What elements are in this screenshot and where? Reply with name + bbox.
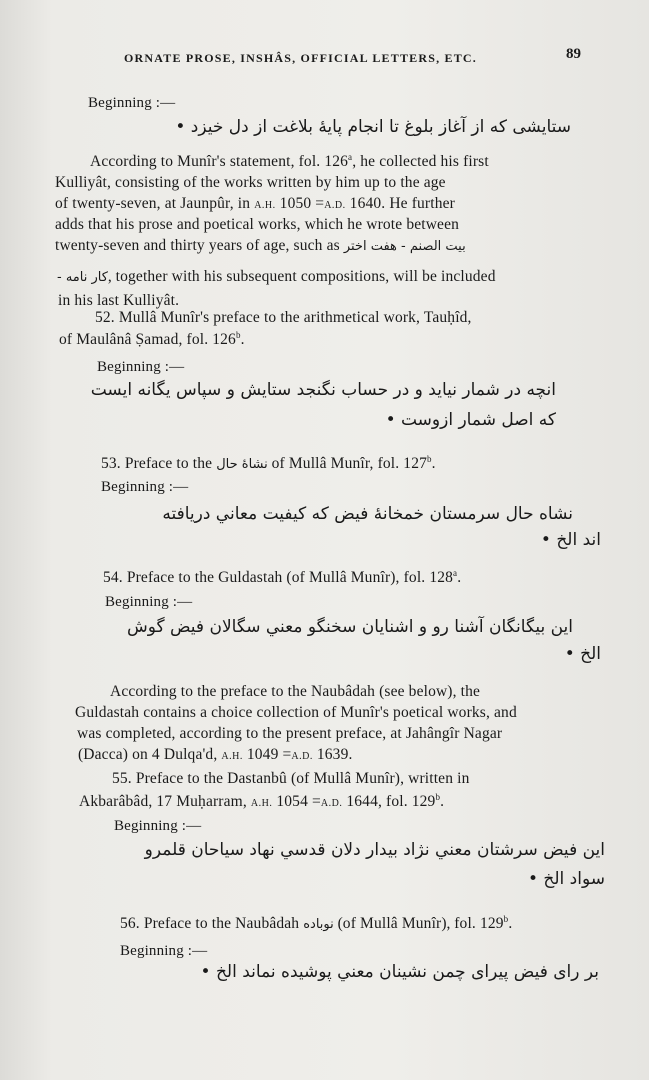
paragraph-line: of twenty-seven, at Jaunpûr, in A.H. 1050 =A.D. 1640. He further [55,195,455,212]
beginning-label: Beginning :— [97,359,185,375]
paragraph-line: in his last Kulliyât. [58,292,180,309]
beginning-label: Beginning :— [114,818,202,834]
beginning-label: Beginning :— [101,479,189,495]
paragraph-line: was completed, according to the present preface, at Jahângîr Nagar [77,725,503,742]
persian-incipit-55: این فیض سرشتان معني نژاد بیدار دلان قدسي نهاد سیاحان قلمرو [144,840,605,860]
paragraph-line: (Dacca) on 4 Dulqa'd, A.H. 1049 =A.D. 1639. [78,746,353,763]
paragraph-line: Guldastah contains a choice collection of Munîr's poetical works, and [75,704,517,721]
persian-incipit-1: ستایشی که از آغاز بلوغ تا انجام پایهٔ بلاغت از دل خیزد • [175,117,571,137]
entry-56: 56. Preface to the Naubâdah نوباده (of Mullâ Munîr), fol. 129$^b$. [120,913,513,932]
entry-52: 52. Mullâ Munîr's preface to the arithmetical work, Tauḥîd, [95,309,472,326]
persian-incipit-55: سواد الخ • [527,869,605,889]
persian-incipit-54: این بیگانگان آشنا رو و اشنایان سخنگو معني سگالان فیض گوش [126,617,573,637]
paragraph-line: twenty-seven and thirty years of age, such as بیت الصنم - هفت اختر [55,237,466,254]
paragraph-line: Kulliyât, consisting of the works written by him up to the age [55,174,446,191]
running-header: ORNATE PROSE, INSHÂS, OFFICIAL LETTERS, ETC. [124,51,477,65]
entry-52: of Maulânâ Ṣamad, fol. 126$^b$. [59,329,245,348]
paragraph-line: According to Munîr's statement, fol. 126$^a$, he collected his first [90,151,489,170]
paragraph-line: According to the preface to the Naubâdah (see below), the [110,683,481,700]
persian-incipit-52: که اصل شمار ازوست • [385,410,556,430]
persian-incipit-53: اند الخ • [540,530,601,550]
entry-55: 55. Preface to the Dastanbû (of Mullâ Munîr), written in [112,770,470,787]
persian-incipit-56: بر رای فیض پیرای چمن نشینان معني پوشیده نماند الخ • [200,962,599,982]
persian-incipit-53: نشاه حال سرمستان خمخانهٔ فیض که کیفیت معاني دریافته [162,504,573,524]
beginning-label: Beginning :— [120,943,208,959]
beginning-label: Beginning :— [88,95,176,111]
page-number: 89 [566,46,581,62]
paragraph-line: adds that his prose and poetical works, which he wrote between [55,216,460,233]
paragraph-line: کار نامه -, together with his subsequent compositions, will be included [57,268,496,285]
persian-incipit-52: انچه در شمار نیاید و در حساب نگنجد ستایش و سپاس یگانه ایست [90,380,556,400]
entry-53: 53. Preface to the نشاهٔ حال of Mullâ Munîr, fol. 127$^b$. [101,453,436,472]
entry-54: 54. Preface to the Guldastah (of Mullâ Munîr), fol. 128$^a$. [103,567,462,586]
persian-incipit-54: الخ • [564,644,601,664]
entry-55: Akbarâbâd, 17 Muḥarram, A.H. 1054 =A.D. 1644, fol. 129$^b$. [79,791,445,810]
beginning-label: Beginning :— [105,594,193,610]
